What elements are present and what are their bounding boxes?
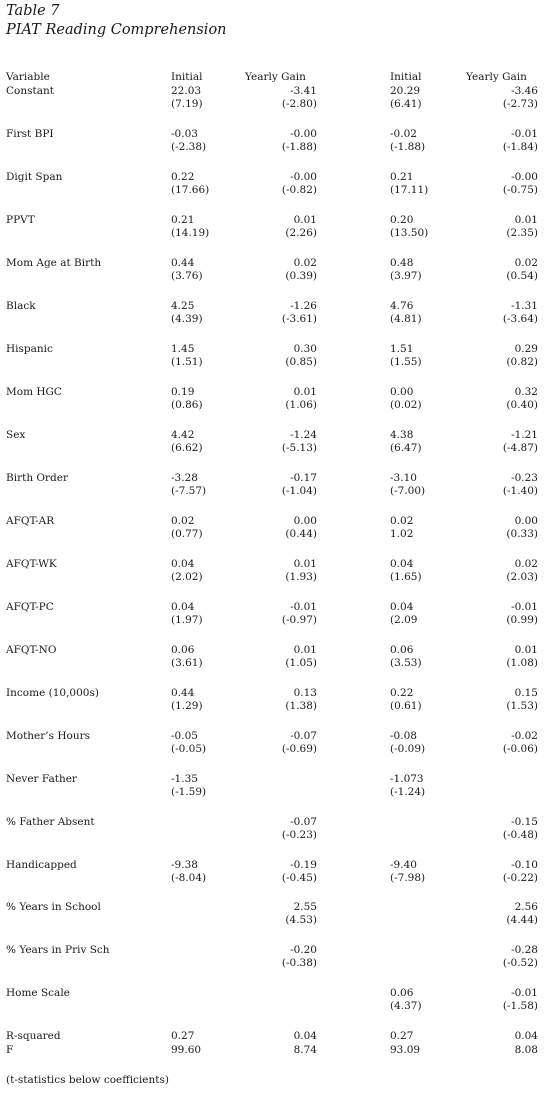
t-statistic-cell: (0.99) [506, 614, 538, 626]
t-statistic-cell: (2.03) [506, 571, 538, 583]
coefficient-cell: 0.02 [293, 257, 317, 269]
t-statistic-cell: (-1.59) [171, 786, 207, 798]
t-statistic-cell: (2.02) [171, 571, 203, 583]
coefficient-cell: 0.20 [390, 214, 414, 226]
t-statistic-cell: (-3.64) [502, 313, 538, 325]
header-initial-1: Initial [171, 71, 203, 83]
table-title: Table 7 [6, 3, 60, 19]
row-label: % Father Absent [6, 816, 95, 828]
t-statistic-cell: (3.76) [171, 270, 203, 282]
t-statistic-cell: (-0.38) [281, 957, 317, 969]
t-statistic-cell: (1.38) [285, 700, 317, 712]
t-statistic-cell: (7.19) [171, 98, 203, 110]
t-statistic-cell: (-0.82) [281, 184, 317, 196]
coefficient-cell: 0.06 [390, 644, 414, 656]
t-statistic-cell: (-0.48) [502, 829, 538, 841]
header-initial-2: Initial [390, 71, 422, 83]
t-statistic-cell: (0.33) [506, 528, 538, 540]
t-statistic-cell: (13.50) [390, 227, 429, 239]
t-statistic-cell: (0.82) [506, 356, 538, 368]
coefficient-cell: -0.01 [290, 601, 317, 613]
coefficient-cell: 0.01 [514, 644, 538, 656]
t-statistic-cell: (-0.97) [281, 614, 317, 626]
t-statistic-cell: (-0.52) [502, 957, 538, 969]
row-label: AFQT-AR [6, 515, 55, 527]
coefficient-cell: 0.21 [171, 214, 195, 226]
coefficient-cell: 0.44 [171, 257, 195, 269]
t-statistic-cell: (3.61) [171, 657, 203, 669]
t-statistic-cell: (-0.09) [390, 743, 426, 755]
t-statistic-cell: (-7.98) [390, 872, 426, 884]
coefficient-cell: -1.31 [511, 300, 538, 312]
t-statistic-cell: (3.97) [390, 270, 422, 282]
table-subtitle: PIAT Reading Comprehension [6, 22, 227, 38]
coefficient-cell: 0.04 [171, 601, 195, 613]
footnote: (t-statistics below coefficients) [6, 1074, 169, 1086]
t-statistic-cell: (-1.88) [390, 141, 426, 153]
coefficient-cell: -0.00 [290, 128, 317, 140]
t-statistic-cell: 1.02 [390, 528, 414, 540]
t-statistic-cell: (-1.84) [502, 141, 538, 153]
t-statistic-cell: (0.44) [285, 528, 317, 540]
row-label: AFQT-NO [6, 644, 57, 656]
coefficient-cell: 0.27 [171, 1030, 195, 1042]
coefficient-cell: 0.01 [293, 214, 317, 226]
t-statistic-cell: (3.53) [390, 657, 422, 669]
coefficient-cell: 0.01 [514, 214, 538, 226]
row-label: PPVT [6, 214, 35, 226]
t-statistic-cell: (-1.58) [502, 1000, 538, 1012]
row-label: Income (10,000s) [6, 687, 99, 699]
row-label: % Years in Priv Sch [6, 944, 110, 956]
coefficient-cell: 0.02 [514, 558, 538, 570]
coefficient-cell: 0.00 [514, 515, 538, 527]
coefficient-cell: 2.56 [514, 901, 538, 913]
t-statistic-cell: (-2.73) [502, 98, 538, 110]
coefficient-cell: 1.51 [390, 343, 414, 355]
row-label: Sex [6, 429, 26, 441]
coefficient-cell: 0.22 [171, 171, 195, 183]
row-label: Mother’s Hours [6, 730, 90, 742]
coefficient-cell: 4.38 [390, 429, 414, 441]
coefficient-cell: 4.25 [171, 300, 195, 312]
coefficient-cell: -9.40 [390, 859, 417, 871]
t-statistic-cell: (2.26) [285, 227, 317, 239]
coefficient-cell: -1.073 [390, 773, 424, 785]
coefficient-cell: -0.02 [390, 128, 417, 140]
t-statistic-cell: (0.40) [506, 399, 538, 411]
row-label: AFQT-WK [6, 558, 57, 570]
coefficient-cell: -0.17 [290, 472, 317, 484]
coefficient-cell: 0.13 [293, 687, 317, 699]
row-label: Never Father [6, 773, 77, 785]
t-statistic-cell: (1.55) [390, 356, 422, 368]
t-statistic-cell: (4.81) [390, 313, 422, 325]
t-statistic-cell: (0.02) [390, 399, 422, 411]
t-statistic-cell: (6.62) [171, 442, 203, 454]
coefficient-cell: 4.42 [171, 429, 195, 441]
t-statistic-cell: (-1.40) [502, 485, 538, 497]
coefficient-cell: -0.05 [171, 730, 198, 742]
coefficient-cell: 0.19 [171, 386, 195, 398]
t-statistic-cell: (1.29) [171, 700, 203, 712]
row-label: Constant [6, 85, 54, 97]
t-statistic-cell: (-0.75) [502, 184, 538, 196]
coefficient-cell: 0.30 [293, 343, 317, 355]
t-statistic-cell: (-7.57) [171, 485, 207, 497]
t-statistic-cell: (6.41) [390, 98, 422, 110]
coefficient-cell: 0.02 [390, 515, 414, 527]
t-statistic-cell: (1.65) [390, 571, 422, 583]
table-caption [6, 2, 227, 40]
coefficient-cell: -0.23 [511, 472, 538, 484]
coefficient-cell: 93.09 [390, 1044, 421, 1056]
t-statistic-cell: (1.97) [171, 614, 203, 626]
coefficient-cell: 0.21 [390, 171, 414, 183]
coefficient-cell: 0.06 [390, 987, 414, 999]
coefficient-cell: -3.28 [171, 472, 198, 484]
coefficient-cell: 0.48 [390, 257, 414, 269]
coefficient-cell: -0.01 [511, 601, 538, 613]
coefficient-cell: 0.04 [514, 1030, 538, 1042]
coefficient-cell: 0.04 [390, 601, 414, 613]
coefficient-cell: 0.04 [390, 558, 414, 570]
t-statistic-cell: (0.86) [171, 399, 203, 411]
t-statistic-cell: (0.39) [285, 270, 317, 282]
row-label: % Years in School [6, 901, 101, 913]
coefficient-cell: 0.32 [514, 386, 538, 398]
t-statistic-cell: (-1.04) [281, 485, 317, 497]
coefficient-cell: -0.20 [290, 944, 317, 956]
t-statistic-cell: (-0.69) [281, 743, 317, 755]
coefficient-cell: -0.00 [290, 171, 317, 183]
t-statistic-cell: (-8.04) [171, 872, 207, 884]
row-label: Handicapped [6, 859, 77, 871]
t-statistic-cell: (17.66) [171, 184, 210, 196]
header-variable: Variable [6, 71, 50, 83]
coefficient-cell: 0.02 [514, 257, 538, 269]
row-label: First BPI [6, 128, 54, 140]
coefficient-cell: -1.21 [511, 429, 538, 441]
header-yearly-gain-2: Yearly Gain [466, 71, 527, 83]
row-label: Black [6, 300, 36, 312]
coefficient-cell: 4.76 [390, 300, 414, 312]
coefficient-cell: -0.07 [290, 816, 317, 828]
t-statistic-cell: (-4.87) [502, 442, 538, 454]
t-statistic-cell: (-0.05) [171, 743, 207, 755]
coefficient-cell: 0.00 [293, 515, 317, 527]
coefficient-cell: -3.41 [290, 85, 317, 97]
coefficient-cell: -1.35 [171, 773, 198, 785]
row-label: AFQT-PC [6, 601, 54, 613]
coefficient-cell: 0.04 [171, 558, 195, 570]
t-statistic-cell: (-2.80) [281, 98, 317, 110]
coefficient-cell: 8.08 [514, 1044, 538, 1056]
t-statistic-cell: (-5.13) [281, 442, 317, 454]
coefficient-cell: 0.02 [171, 515, 195, 527]
t-statistic-cell: (-7.00) [390, 485, 426, 497]
t-statistic-cell: (1.51) [171, 356, 203, 368]
t-statistic-cell: (-0.23) [281, 829, 317, 841]
t-statistic-cell: (6.47) [390, 442, 422, 454]
coefficient-cell: 0.06 [171, 644, 195, 656]
coefficient-cell: 0.01 [293, 644, 317, 656]
coefficient-cell: -9.38 [171, 859, 198, 871]
coefficient-cell: 2.55 [293, 901, 317, 913]
t-statistic-cell: (2.35) [506, 227, 538, 239]
t-statistic-cell: (2.09 [390, 614, 418, 626]
coefficient-cell: 0.22 [390, 687, 414, 699]
t-statistic-cell: (1.93) [285, 571, 317, 583]
coefficient-cell: -1.26 [290, 300, 317, 312]
row-label: Digit Span [6, 171, 63, 183]
t-statistic-cell: (17.11) [390, 184, 429, 196]
t-statistic-cell: (-0.06) [502, 743, 538, 755]
t-statistic-cell: (-0.45) [281, 872, 317, 884]
coefficient-cell: -0.10 [511, 859, 538, 871]
t-statistic-cell: (-2.38) [171, 141, 207, 153]
t-statistic-cell: (-1.24) [390, 786, 426, 798]
coefficient-cell: 0.44 [171, 687, 195, 699]
t-statistic-cell: (-1.88) [281, 141, 317, 153]
t-statistic-cell: (0.85) [285, 356, 317, 368]
row-label: Birth Order [6, 472, 68, 484]
coefficient-cell: 1.45 [171, 343, 195, 355]
t-statistic-cell: (1.06) [285, 399, 317, 411]
coefficient-cell: -0.28 [511, 944, 538, 956]
coefficient-cell: 0.04 [293, 1030, 317, 1042]
row-label: F [6, 1044, 14, 1056]
coefficient-cell: 99.60 [171, 1044, 202, 1056]
coefficient-cell: -0.08 [390, 730, 417, 742]
t-statistic-cell: (0.61) [390, 700, 422, 712]
coefficient-cell: -0.19 [290, 859, 317, 871]
coefficient-cell: -1.24 [290, 429, 317, 441]
coefficient-cell: 0.29 [514, 343, 538, 355]
t-statistic-cell: (14.19) [171, 227, 210, 239]
coefficient-cell: 8.74 [293, 1044, 317, 1056]
row-label: Hispanic [6, 343, 53, 355]
coefficient-cell: -3.46 [511, 85, 538, 97]
t-statistic-cell: (1.05) [285, 657, 317, 669]
coefficient-cell: 0.01 [293, 386, 317, 398]
row-label: Home Scale [6, 987, 70, 999]
t-statistic-cell: (4.37) [390, 1000, 422, 1012]
coefficient-cell: -0.01 [511, 987, 538, 999]
coefficient-cell: 0.00 [390, 386, 414, 398]
t-statistic-cell: (0.77) [171, 528, 203, 540]
t-statistic-cell: (0.54) [506, 270, 538, 282]
header-yearly-gain-1: Yearly Gain [245, 71, 306, 83]
coefficient-cell: 20.29 [390, 85, 421, 97]
coefficient-cell: 0.15 [514, 687, 538, 699]
t-statistic-cell: (1.53) [506, 700, 538, 712]
coefficient-cell: -0.01 [511, 128, 538, 140]
t-statistic-cell: (1.08) [506, 657, 538, 669]
coefficient-cell: -3.10 [390, 472, 417, 484]
coefficient-cell: -0.02 [511, 730, 538, 742]
t-statistic-cell: (4.39) [171, 313, 203, 325]
row-label: Mom HGC [6, 386, 62, 398]
t-statistic-cell: (-3.61) [281, 313, 317, 325]
coefficient-cell: -0.07 [290, 730, 317, 742]
t-statistic-cell: (4.53) [285, 914, 317, 926]
row-label: R-squared [6, 1030, 61, 1042]
coefficient-cell: -0.15 [511, 816, 538, 828]
coefficient-cell: 0.27 [390, 1030, 414, 1042]
row-label: Mom Age at Birth [6, 257, 102, 269]
t-statistic-cell: (4.44) [506, 914, 538, 926]
coefficient-cell: -0.00 [511, 171, 538, 183]
coefficient-cell: 0.01 [293, 558, 317, 570]
coefficient-cell: 22.03 [171, 85, 202, 97]
coefficient-cell: -0.03 [171, 128, 198, 140]
t-statistic-cell: (-0.22) [502, 872, 538, 884]
